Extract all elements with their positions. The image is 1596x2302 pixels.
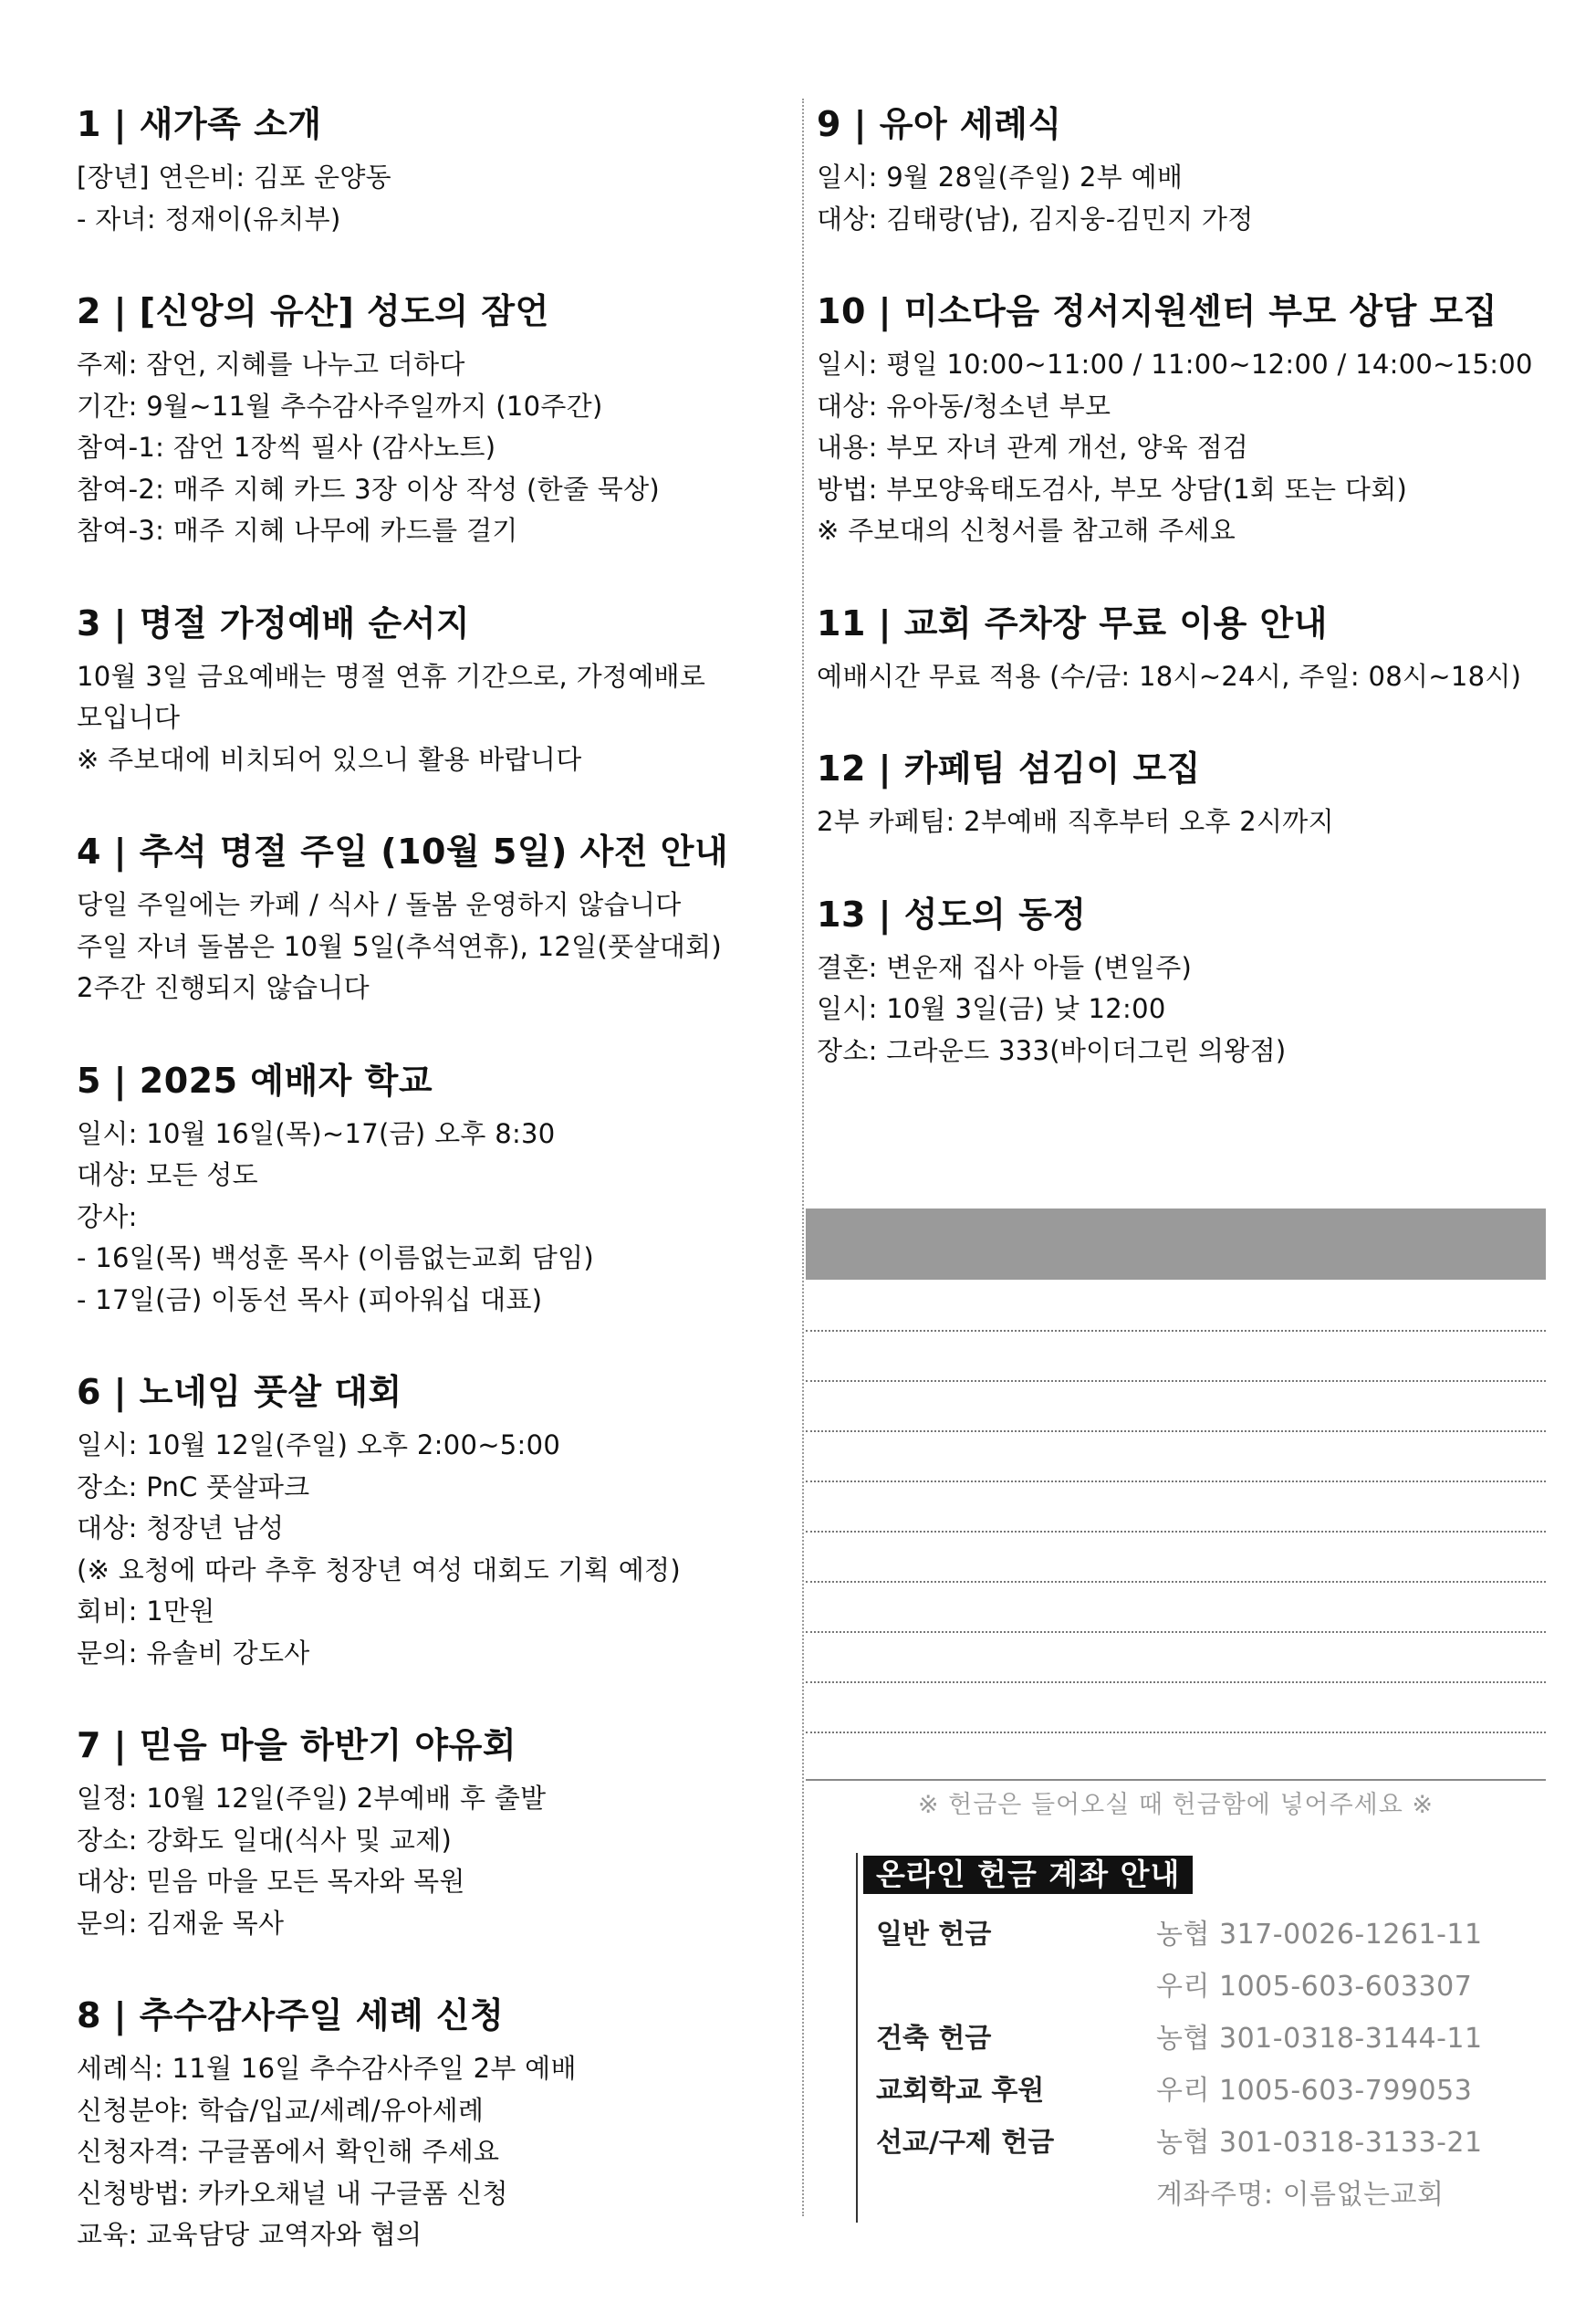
section-line: 일시: 10월 16일(목)~17(금) 오후 8:30 — [77, 1117, 556, 1149]
account-row-holder — [876, 2171, 1533, 2224]
account-number: 우리 1005-603-799053 — [1156, 2075, 1473, 2107]
account-label: 건축 헌금 — [876, 2023, 992, 2055]
memo-line — [806, 1581, 1546, 1583]
account-number: 농협 301-0318-3133-21 — [1156, 2127, 1483, 2159]
left-section-2 — [77, 286, 798, 552]
right-section-2 — [817, 286, 1547, 552]
section-line: 참여-1: 잠언 1장씩 필사 (감사노트) — [77, 432, 496, 463]
account-row-mission — [876, 2119, 1533, 2171]
section-line: 결혼: 변운재 집사 아들 (변일주) — [817, 951, 1193, 983]
section-line: 참여-2: 매주 지혜 카드 3장 이상 작성 (한줄 묵상) — [77, 473, 661, 505]
section-line: 대상: 믿음 마을 모든 목자와 목원 — [77, 1866, 465, 1897]
left-section-8 — [77, 1990, 798, 2256]
left-section-1 — [77, 99, 798, 240]
memo-line — [806, 1732, 1546, 1733]
section-line: (※ 요청에 따라 추후 청장년 여성 대회도 기획 예정) — [77, 1554, 681, 1585]
right-section-4 — [817, 743, 1547, 843]
section-title: 4 | 추석 명절 주일 (10월 5일) 사전 안내 — [77, 832, 729, 872]
account-row-building — [876, 2015, 1533, 2067]
section-title: 6 | 노네임 풋살 대회 — [77, 1372, 402, 1412]
section-line: 세례식: 11월 16일 추수감사주일 2부 예배 — [77, 2053, 577, 2084]
section-line: 일시: 10월 12일(주일) 오후 2:00~5:00 — [77, 1429, 561, 1460]
right-column — [817, 99, 1547, 1117]
section-line: 2부 카페팀: 2부예배 직후부터 오후 2시까지 — [817, 806, 1334, 837]
left-section-5 — [77, 1055, 798, 1322]
section-line: 대상: 유아동/청소년 부모 — [817, 390, 1111, 422]
section-line: - 자녀: 정재이(유치부) — [77, 203, 341, 235]
section-line: 장소: PnC 풋살파크 — [77, 1470, 310, 1502]
section-title: 1 | 새가족 소개 — [77, 104, 322, 144]
section-line: 모입니다 — [77, 702, 181, 733]
left-section-4 — [77, 826, 798, 1010]
section-line: 문의: 김재윤 목사 — [77, 1907, 285, 1939]
section-line: 대상: 청장년 남성 — [77, 1512, 285, 1543]
section-line: 2주간 진행되지 않습니다 — [77, 972, 370, 1003]
section-line: - 17일(금) 이동선 목사 (피아워십 대표) — [77, 1283, 543, 1315]
section-line: 당일 주일에는 카페 / 식사 / 돌봄 운영하지 않습니다 — [77, 889, 682, 920]
column-divider — [802, 99, 804, 2216]
memo-line — [806, 1330, 1546, 1332]
section-title: 10 | 미소다음 정서지원센터 부모 상담 모집 — [817, 291, 1497, 331]
section-line: 기간: 9월~11월 추수감사주일까지 (10주간) — [77, 390, 603, 422]
account-number: 농협 317-0026-1261-11 — [1156, 1919, 1483, 1951]
section-line: 내용: 부모 자녀 관계 개선, 양육 점검 — [817, 432, 1249, 463]
section-line: 주일 자녀 돌봄은 10월 5일(추석연휴), 12일(풋살대회) — [77, 930, 722, 962]
section-title: 13 | 성도의 동정 — [817, 894, 1087, 935]
section-line: ※ 주보대에 비치되어 있으니 활용 바랍니다 — [77, 743, 582, 775]
section-title: 2 | [신앙의 유산] 성도의 잠언 — [77, 291, 549, 331]
section-line: 일시: 9월 28일(주일) 2부 예배 — [817, 162, 1184, 193]
section-line: - 16일(목) 백성훈 목사 (이름없는교회 담임) — [77, 1242, 595, 1273]
account-row-general — [876, 1911, 1533, 1963]
left-column — [77, 99, 798, 2302]
account-row-church-school — [876, 2067, 1533, 2119]
section-line: 주제: 잠언, 지혜를 나누고 더하다 — [77, 349, 465, 380]
section-title: 11 | 교회 주차장 무료 이용 안내 — [817, 602, 1328, 644]
section-line: 문의: 유솔비 강도사 — [77, 1637, 310, 1669]
account-holder: 계좌주명: 이름없는교회 — [1156, 2179, 1445, 2211]
right-section-1 — [817, 99, 1547, 240]
memo-line — [806, 1481, 1546, 1482]
account-number: 우리 1005-603-603307 — [1156, 1971, 1473, 2003]
memo-line — [806, 1681, 1546, 1683]
section-line: 일정: 10월 12일(주일) 2부예배 후 출발 — [77, 1783, 547, 1814]
section-line: ※ 주보대의 신청서를 참고해 주세요 — [817, 515, 1236, 546]
account-row-general-2 — [876, 1963, 1533, 2015]
left-section-6 — [77, 1366, 798, 1674]
account-title: 온라인 헌금 계좌 안내 — [863, 1856, 1193, 1894]
section-title: 3 | 명절 가정예배 순서지 — [77, 602, 471, 644]
account-label: 교회학교 후원 — [876, 2075, 1045, 2107]
section-line: 회비: 1만원 — [77, 1596, 215, 1627]
memo-line — [806, 1531, 1546, 1533]
section-line: 신청방법: 카카오채널 내 구글폼 신청 — [77, 2177, 508, 2209]
section-line: 일시: 평일 10:00~11:00 / 11:00~12:00 / 14:00~15:00 — [817, 349, 1533, 380]
memo-line — [806, 1631, 1546, 1633]
section-line: 강사: — [77, 1200, 138, 1232]
section-title: 7 | 믿음 마을 하반기 야유회 — [77, 1725, 517, 1765]
section-line: 10월 3일 금요예배는 명절 연휴 기간으로, 가정예배로 — [77, 660, 706, 692]
section-line: 교육: 교육담당 교역자와 협의 — [77, 2219, 422, 2250]
memo-line — [806, 1380, 1546, 1382]
section-line: 참여-3: 매주 지혜 나무에 카드를 걸기 — [77, 515, 518, 546]
section-line: 대상: 모든 성도 — [77, 1159, 258, 1190]
memo-line — [806, 1430, 1546, 1432]
section-title: 5 | 2025 예배자 학교 — [77, 1060, 433, 1101]
section-line: 장소: 그라운드 333(바이더그린 의왕점) — [817, 1034, 1287, 1066]
section-line: 신청분야: 학습/입교/세례/유아세례 — [77, 2094, 485, 2126]
section-line: [장년] 연은비: 김포 운양동 — [77, 162, 391, 193]
account-number: 농협 301-0318-3144-11 — [1156, 2023, 1483, 2055]
section-line: 신청자격: 구글폼에서 확인해 주세요 — [77, 2136, 500, 2167]
section-title: 9 | 유아 세례식 — [817, 104, 1062, 144]
right-section-3 — [817, 598, 1547, 698]
memo-header-bar — [806, 1209, 1546, 1280]
section-line: 일시: 10월 3일(금) 낮 12:00 — [817, 993, 1166, 1024]
account-label: 선교/구제 헌금 — [876, 2127, 1055, 2159]
section-line: 장소: 강화도 일대(식사 및 교제) — [77, 1824, 453, 1856]
left-section-7 — [77, 1720, 798, 1944]
offering-notice: ※ 헌금은 들어오실 때 헌금함에 넣어주세요 ※ — [917, 1791, 1434, 1819]
left-section-3 — [77, 598, 798, 781]
right-section-5 — [817, 889, 1547, 1073]
section-title: 12 | 카페팀 섬김이 모집 — [817, 748, 1201, 789]
section-line: 예배시간 무료 적용 (수/금: 18시~24시, 주일: 08시~18시) — [817, 660, 1522, 692]
section-title: 8 | 추수감사주일 세례 신청 — [77, 1995, 505, 2035]
memo-bottom-rule — [806, 1779, 1546, 1781]
section-line: 대상: 김태랑(남), 김지웅-김민지 가정 — [817, 203, 1254, 235]
section-line: 방법: 부모양육태도검사, 부모 상담(1회 또는 다회) — [817, 473, 1408, 505]
account-label: 일반 헌금 — [876, 1919, 992, 1951]
